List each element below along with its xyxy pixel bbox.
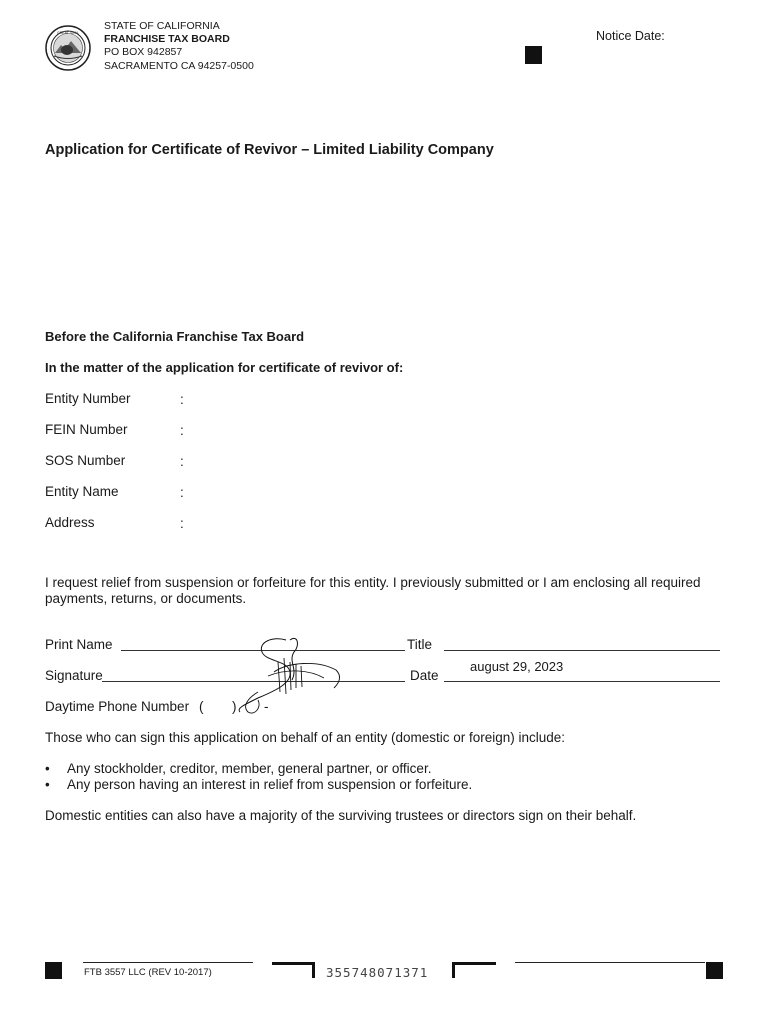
date-line[interactable] [444, 681, 720, 682]
handwritten-signature-icon [228, 632, 343, 717]
agency-po-box: PO BOX 942857 [104, 46, 183, 59]
title-line[interactable] [444, 650, 720, 651]
before-heading: Before the California Franchise Tax Board [45, 329, 305, 344]
barcode-bracket-left [272, 962, 315, 978]
phone-dash: - [264, 699, 269, 714]
agency-address [104, 20, 254, 73]
list-item [45, 761, 472, 777]
registration-mark-bottom-right [706, 962, 723, 979]
matter-heading: In the matter of the application for certificate of revivor of: [45, 360, 404, 375]
registration-mark-top [525, 46, 542, 64]
daytime-phone-label: Daytime Phone Number [45, 699, 190, 714]
footer-rule-right [515, 962, 705, 963]
entity-number-label: Entity Number [45, 391, 131, 406]
agency-name: FRANCHISE TAX BOARD [104, 33, 230, 46]
domestic-entities-note: Domestic entities can also have a majority of the surviving trustees or directors sign on their behalf. [45, 808, 637, 823]
signature-label: Signature [45, 668, 103, 683]
print-name-label: Print Name [45, 637, 113, 652]
who-can-sign-text: Those who can sign this application on behalf of an entity (domestic or foreign) include: [45, 730, 566, 745]
california-seal-icon [45, 25, 91, 71]
form-title: Application for Certificate of Revivor – Limited Liability Company [45, 142, 494, 158]
address-label: Address [45, 515, 95, 530]
registration-mark-bottom-left [45, 962, 62, 979]
bullet-icon: • [45, 777, 50, 792]
agency-state: STATE OF CALIFORNIA [104, 20, 220, 32]
notice-date-label: Notice Date: [596, 29, 665, 43]
list-item-text: Any person having an interest in relief from suspension or forfeiture. [67, 777, 473, 792]
footer-rule-left [83, 962, 253, 963]
entity-number-separator: : [180, 392, 184, 407]
entity-name-label: Entity Name [45, 484, 119, 499]
agency-city: SACRAMENTO CA 94257-0500 [104, 59, 254, 72]
phone-area-close: ) [232, 699, 237, 714]
sos-number-separator: : [180, 454, 184, 469]
fein-number-separator: : [180, 423, 184, 438]
barcode-bracket-right [452, 962, 496, 978]
title-label: Title [407, 637, 433, 652]
request-statement: I request relief from suspension or forfeiture for this entity. I previously submitted or I am enclosing all required payments, returns, or documents. [45, 575, 701, 606]
signer-list [45, 761, 472, 793]
sos-number-label: SOS Number [45, 453, 126, 468]
entity-name-separator: : [180, 485, 184, 500]
fein-number-label: FEIN Number [45, 422, 128, 437]
address-separator: : [180, 516, 184, 531]
form-id: FTB 3557 LLC (REV 10-2017) [84, 967, 212, 978]
date-value: august 29, 2023 [470, 659, 564, 674]
svg-text:GREAT SEAL: GREAT SEAL [56, 31, 80, 35]
list-item [45, 777, 472, 793]
list-item-text: Any stockholder, creditor, member, general partner, or officer. [67, 761, 432, 776]
barcode-number: 355748071371 [326, 965, 429, 980]
bullet-icon: • [45, 761, 50, 776]
phone-area-open: ( [199, 699, 204, 714]
date-label: Date [410, 668, 439, 683]
